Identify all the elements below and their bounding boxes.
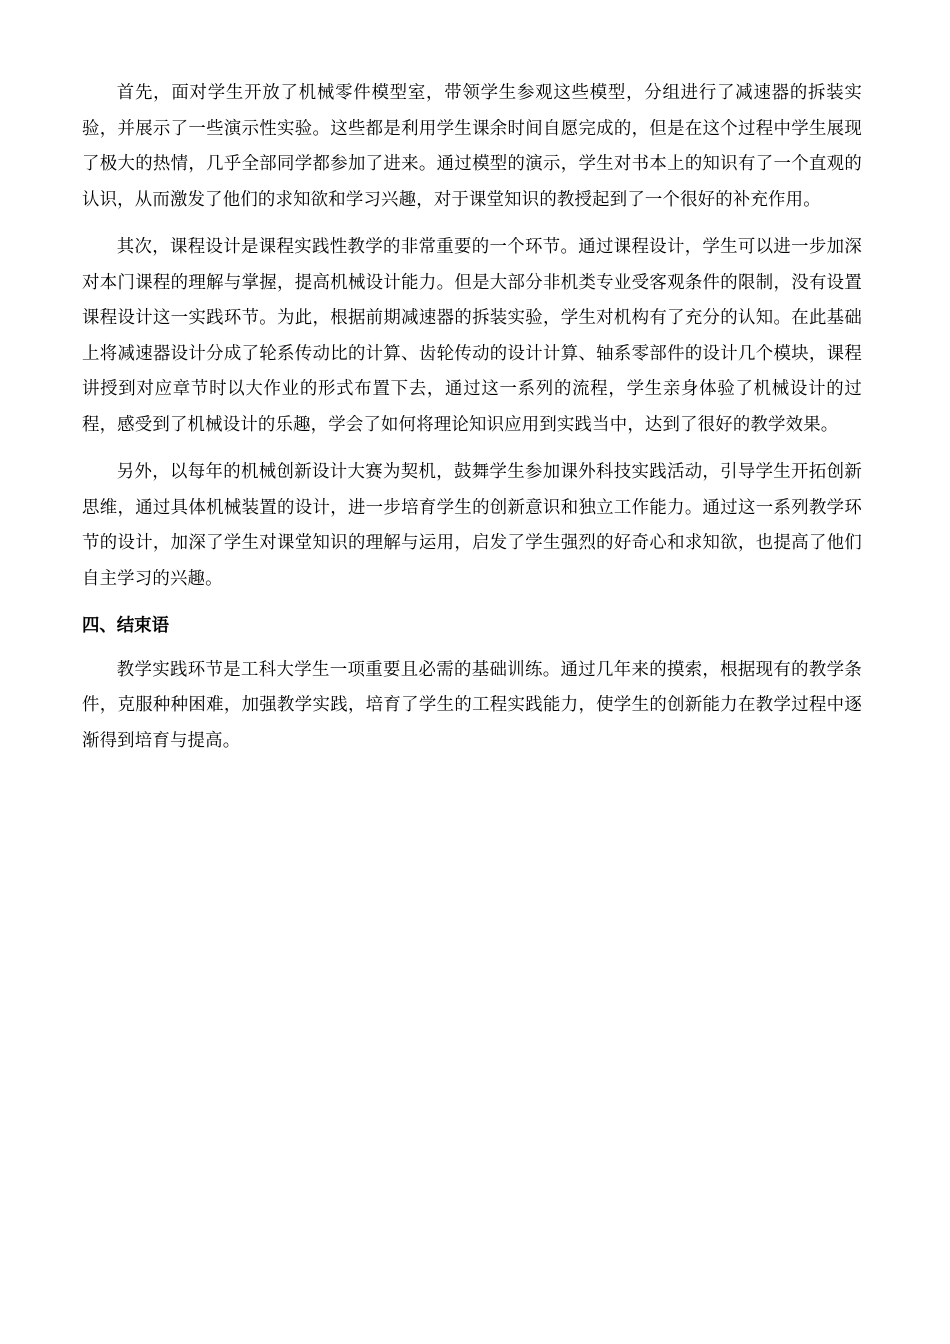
paragraph-conclusion: 教学实践环节是工科大学生一项重要且必需的基础训练。通过几年来的摸索，根据现有的教学条件，克服种种困难，加强教学实践，培育了学生的工程实践能力，使学生的创新能力在教学过程中逐渐得到培育与提高。 xyxy=(82,659,862,751)
document-body xyxy=(82,76,862,759)
paragraph-competition: 另外，以每年的机械创新设计大赛为契机，鼓舞学生参加课外科技实践活动，引导学生开拓创新思维，通过具体机械装置的设计，进一步培育学生的创新意识和独立工作能力。通过这一系列教学环节的设计，加深了学生对课堂知识的理解与运用，启发了学生强烈的好奇心和求知欲，也提高了他们自主学习的兴趣。 xyxy=(82,462,862,589)
section-heading-conclusion: 四、结束语 xyxy=(82,616,169,636)
paragraph-course-design: 其次，课程设计是课程实践性教学的非常重要的一个环节。通过课程设计，学生可以进一步加深对本门课程的理解与掌握，提高机械设计能力。但是大部分非机类专业受客观条件的限制，没有设置课程设计这一实践环节。为此，根据前期减速器的拆装实验，学生对机构有了充分的认知。在此基础上将减速器设计分成了轮系传动比的计算、齿轮传动的设计计算、轴系零部件的设计几个模块，课程讲授到对应章节时以大作业的形式布置下去，通过这一系列的流程，学生亲身体验了机械设计的过程，感受到了机械设计的乐趣，学会了如何将理论知识应用到实践当中，达到了很好的教学效果。 xyxy=(82,237,862,435)
paragraph-models: 首先，面对学生开放了机械零件模型室，带领学生参观这些模型，分组进行了减速器的拆装实验，并展示了一些演示性实验。这些都是利用学生课余时间自愿完成的，但是在这个过程中学生展现了极大的热情，几乎全部同学都参加了进来。通过模型的演示，学生对书本上的知识有了一个直观的认识，从而激发了他们的求知欲和学习兴趣，对于课堂知识的教授起到了一个很好的补充作用。 xyxy=(82,83,862,210)
